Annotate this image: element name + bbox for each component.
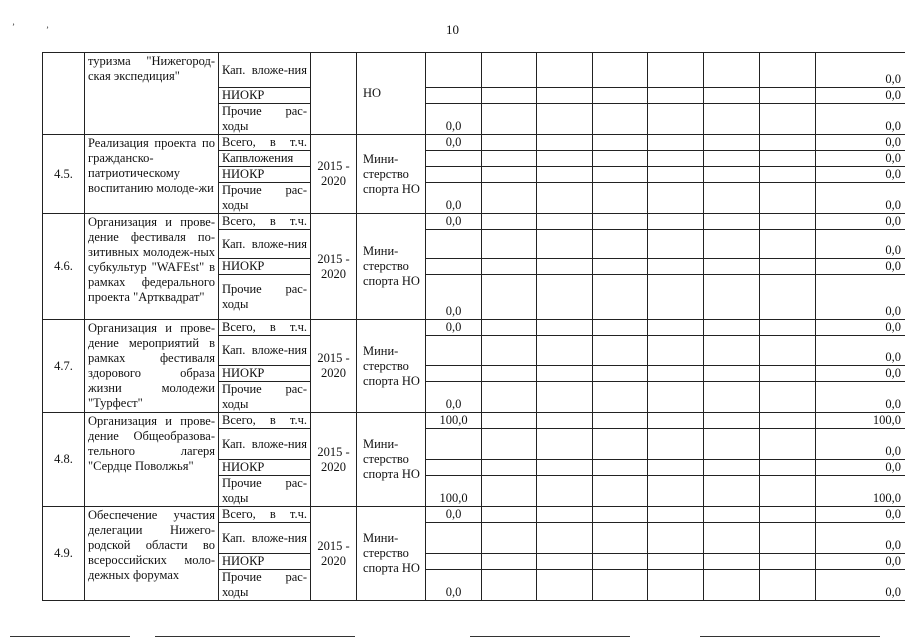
value-empty	[760, 460, 816, 476]
table-body	[43, 53, 905, 601]
funding-source	[219, 336, 311, 366]
value-empty	[482, 53, 537, 88]
value-empty	[537, 259, 593, 275]
funding-source-label: Всего, в т.ч.	[222, 320, 307, 334]
value-total: 0,0	[816, 336, 905, 366]
funding-source	[219, 104, 311, 135]
value-empty	[482, 476, 537, 507]
bottom-rule	[700, 636, 880, 637]
value-empty	[704, 336, 760, 366]
value-empty	[537, 336, 593, 366]
value-empty	[482, 507, 537, 523]
value-empty	[482, 214, 537, 230]
value-2015	[426, 53, 482, 88]
value-empty	[537, 523, 593, 554]
funding-source	[219, 320, 311, 336]
value-empty	[704, 214, 760, 230]
value-empty	[760, 320, 816, 336]
value-total: 0,0	[816, 183, 905, 214]
value-2015: 0,0	[426, 275, 482, 320]
value-empty	[482, 320, 537, 336]
value-empty	[648, 53, 704, 88]
value-empty	[593, 413, 648, 429]
value-empty	[593, 167, 648, 183]
value-empty	[593, 336, 648, 366]
value-empty	[648, 183, 704, 214]
value-empty	[593, 554, 648, 570]
row-number: 4.6.	[43, 214, 85, 320]
value-2015	[426, 336, 482, 366]
value-empty	[593, 183, 648, 214]
value-empty	[760, 135, 816, 151]
value-empty	[760, 429, 816, 460]
value-empty	[648, 429, 704, 460]
value-2015	[426, 429, 482, 460]
activity-name: туризма "Нижегород-ская экспедиция"	[85, 53, 219, 135]
funding-source	[219, 167, 311, 183]
value-empty	[704, 476, 760, 507]
value-empty	[704, 554, 760, 570]
value-empty	[593, 429, 648, 460]
value-empty	[537, 507, 593, 523]
value-empty	[593, 366, 648, 382]
value-total: 0,0	[816, 554, 905, 570]
funding-source	[219, 429, 311, 460]
value-empty	[482, 460, 537, 476]
value-empty	[537, 413, 593, 429]
table-row	[43, 413, 905, 429]
value-empty	[648, 151, 704, 167]
funding-source-label: Кап. вложе-ния	[222, 236, 307, 251]
bottom-rule	[470, 636, 630, 637]
scan-speck: ’	[12, 22, 15, 32]
value-empty	[648, 214, 704, 230]
value-empty	[537, 151, 593, 167]
value-empty	[482, 570, 537, 601]
value-empty	[704, 275, 760, 320]
funding-source-label: Прочие рас-ходы	[222, 570, 307, 599]
value-empty	[482, 88, 537, 104]
value-2015	[426, 523, 482, 554]
value-empty	[648, 523, 704, 554]
funding-source-label: Прочие рас-ходы	[222, 476, 307, 505]
funding-source-label: Кап. вложе-ния	[222, 343, 307, 357]
value-empty	[704, 167, 760, 183]
value-2015	[426, 554, 482, 570]
value-empty	[482, 230, 537, 259]
value-empty	[482, 151, 537, 167]
value-total: 0,0	[816, 53, 905, 88]
executor: Мини-стерство спорта НО	[357, 507, 426, 601]
value-empty	[648, 413, 704, 429]
table-row	[43, 507, 905, 523]
funding-source	[219, 476, 311, 507]
value-empty	[482, 382, 537, 413]
value-empty	[704, 230, 760, 259]
funding-source	[219, 523, 311, 554]
implementation-period	[311, 53, 357, 135]
value-2015	[426, 167, 482, 183]
executor: Мини-стерство спорта НО	[357, 135, 426, 214]
value-total: 0,0	[816, 429, 905, 460]
value-2015: 0,0	[426, 135, 482, 151]
funding-source	[219, 366, 311, 382]
funding-source	[219, 259, 311, 275]
funding-source-label: Кап. вложе-ния	[222, 436, 307, 451]
value-empty	[760, 523, 816, 554]
value-empty	[593, 476, 648, 507]
value-empty	[760, 214, 816, 230]
funding-source	[219, 413, 311, 429]
value-empty	[648, 366, 704, 382]
executor: Мини-стерство спорта НО	[357, 413, 426, 507]
value-empty	[537, 88, 593, 104]
value-empty	[648, 259, 704, 275]
row-number: 4.9.	[43, 507, 85, 601]
funding-source-label: Прочие рас-ходы	[222, 183, 307, 212]
value-empty	[593, 88, 648, 104]
value-2015: 100,0	[426, 413, 482, 429]
activity-name: Организация и прове-дение мероприятий в рамках фестиваля здорового образа жизни молодежи "Турфест"	[85, 320, 219, 413]
funding-source-label: НИОКР	[222, 366, 265, 380]
value-empty	[704, 135, 760, 151]
value-total: 0,0	[816, 460, 905, 476]
value-empty	[537, 230, 593, 259]
value-total: 0,0	[816, 88, 905, 104]
value-empty	[593, 104, 648, 135]
value-empty	[648, 570, 704, 601]
value-empty	[537, 135, 593, 151]
value-empty	[704, 366, 760, 382]
value-empty	[593, 214, 648, 230]
scan-speck: ’	[46, 25, 49, 35]
value-empty	[760, 382, 816, 413]
funding-source	[219, 183, 311, 214]
implementation-period: 2015 - 2020	[311, 507, 357, 601]
implementation-period: 2015 - 2020	[311, 413, 357, 507]
value-empty	[648, 460, 704, 476]
value-total: 0,0	[816, 366, 905, 382]
row-number: 4.7.	[43, 320, 85, 413]
value-empty	[537, 476, 593, 507]
funding-source-label: НИОКР	[222, 88, 265, 102]
value-empty	[648, 382, 704, 413]
value-total: 0,0	[816, 151, 905, 167]
activity-name: Реализация проекта по гражданско-патриотическому воспитанию молоде-жи	[85, 135, 219, 214]
value-empty	[760, 230, 816, 259]
value-empty	[648, 336, 704, 366]
value-empty	[537, 275, 593, 320]
funding-source-label: НИОКР	[222, 167, 265, 181]
value-empty	[593, 230, 648, 259]
value-empty	[537, 53, 593, 88]
value-empty	[482, 135, 537, 151]
value-empty	[704, 382, 760, 413]
value-empty	[593, 507, 648, 523]
value-2015: 0,0	[426, 214, 482, 230]
value-empty	[482, 275, 537, 320]
funding-source	[219, 460, 311, 476]
value-empty	[482, 429, 537, 460]
value-empty	[593, 53, 648, 88]
value-2015	[426, 366, 482, 382]
value-2015	[426, 88, 482, 104]
value-2015: 0,0	[426, 183, 482, 214]
funding-source	[219, 570, 311, 601]
value-empty	[482, 259, 537, 275]
value-empty	[593, 523, 648, 554]
value-empty	[537, 214, 593, 230]
value-empty	[704, 53, 760, 88]
value-empty	[760, 88, 816, 104]
value-total: 0,0	[816, 570, 905, 601]
value-empty	[704, 104, 760, 135]
implementation-period: 2015 - 2020	[311, 214, 357, 320]
value-empty	[537, 167, 593, 183]
funding-source	[219, 507, 311, 523]
value-2015: 0,0	[426, 382, 482, 413]
funding-source-label: Кап. вложе-ния	[222, 62, 307, 77]
funding-source	[219, 554, 311, 570]
funding-source-label: Прочие рас-ходы	[222, 104, 307, 133]
value-empty	[537, 554, 593, 570]
value-empty	[760, 183, 816, 214]
funding-source	[219, 135, 311, 151]
value-empty	[648, 167, 704, 183]
funding-source	[219, 230, 311, 259]
value-empty	[482, 413, 537, 429]
implementation-period: 2015 - 2020	[311, 135, 357, 214]
value-empty	[593, 460, 648, 476]
value-empty	[760, 554, 816, 570]
value-empty	[537, 429, 593, 460]
value-empty	[648, 554, 704, 570]
table-row	[43, 135, 905, 151]
value-empty	[482, 554, 537, 570]
value-empty	[648, 135, 704, 151]
funding-source	[219, 88, 311, 104]
value-empty	[537, 382, 593, 413]
funding-source-label: Всего, в т.ч.	[222, 135, 307, 149]
value-total: 0,0	[816, 230, 905, 259]
value-empty	[482, 183, 537, 214]
value-empty	[704, 259, 760, 275]
value-total: 0,0	[816, 382, 905, 413]
value-empty	[760, 476, 816, 507]
table-row	[43, 53, 905, 88]
value-empty	[648, 320, 704, 336]
table-row	[43, 320, 905, 336]
funding-source-label: Капвложения	[222, 151, 294, 165]
funding-source-label: Всего, в т.ч.	[222, 214, 307, 228]
funding-source-label: Прочие рас-ходы	[222, 382, 307, 411]
activity-name: Организация и прове-дение фестиваля по-зитивных молодеж-ных субкультур "WAFEst" в рамках федерального проекта "Артквадрат"	[85, 214, 219, 320]
value-empty	[760, 151, 816, 167]
value-empty	[537, 320, 593, 336]
value-total: 100,0	[816, 476, 905, 507]
value-total: 0,0	[816, 275, 905, 320]
value-empty	[482, 336, 537, 366]
value-empty	[482, 167, 537, 183]
value-empty	[760, 275, 816, 320]
value-2015	[426, 230, 482, 259]
value-empty	[760, 259, 816, 275]
value-empty	[760, 53, 816, 88]
executor: Мини-стерство спорта НО	[357, 214, 426, 320]
value-empty	[482, 104, 537, 135]
funding-source	[219, 53, 311, 88]
value-total: 0,0	[816, 523, 905, 554]
value-empty	[704, 88, 760, 104]
budget-table	[42, 52, 905, 601]
bottom-rule	[155, 636, 355, 637]
value-empty	[482, 366, 537, 382]
activity-name: Организация и прове-дение Общеобразова-тельного лагеря "Сердце Поволжья"	[85, 413, 219, 507]
row-number: 4.8.	[43, 413, 85, 507]
value-total: 0,0	[816, 259, 905, 275]
value-empty	[537, 183, 593, 214]
value-2015	[426, 259, 482, 275]
value-2015	[426, 151, 482, 167]
row-number: 4.5.	[43, 135, 85, 214]
value-empty	[760, 366, 816, 382]
value-empty	[704, 460, 760, 476]
value-empty	[593, 135, 648, 151]
value-empty	[760, 507, 816, 523]
value-total: 0,0	[816, 104, 905, 135]
funding-source	[219, 151, 311, 167]
value-2015: 0,0	[426, 570, 482, 601]
value-total: 0,0	[816, 135, 905, 151]
value-empty	[537, 366, 593, 382]
value-empty	[704, 320, 760, 336]
funding-source-label: НИОКР	[222, 460, 265, 474]
value-empty	[593, 151, 648, 167]
value-empty	[760, 336, 816, 366]
funding-source-label: Всего, в т.ч.	[222, 413, 307, 427]
table-row	[43, 214, 905, 230]
row-number	[43, 53, 85, 135]
executor: Мини-стерство спорта НО	[357, 320, 426, 413]
funding-source	[219, 214, 311, 230]
implementation-period: 2015 - 2020	[311, 320, 357, 413]
value-total: 0,0	[816, 214, 905, 230]
funding-source	[219, 275, 311, 320]
value-total: 0,0	[816, 320, 905, 336]
value-empty	[593, 275, 648, 320]
value-total: 0,0	[816, 507, 905, 523]
executor: НО	[357, 53, 426, 135]
bottom-rule	[10, 636, 130, 637]
value-empty	[648, 507, 704, 523]
value-empty	[648, 275, 704, 320]
value-empty	[760, 104, 816, 135]
value-empty	[648, 88, 704, 104]
value-empty	[704, 570, 760, 601]
value-2015	[426, 460, 482, 476]
value-empty	[704, 523, 760, 554]
value-empty	[537, 104, 593, 135]
value-empty	[482, 523, 537, 554]
page-number: 10	[446, 22, 459, 37]
value-total: 100,0	[816, 413, 905, 429]
value-empty	[648, 104, 704, 135]
value-2015: 100,0	[426, 476, 482, 507]
value-empty	[648, 230, 704, 259]
value-empty	[537, 460, 593, 476]
value-empty	[704, 413, 760, 429]
value-empty	[760, 167, 816, 183]
value-empty	[593, 259, 648, 275]
funding-source-label: НИОКР	[222, 554, 265, 568]
funding-source-label: Всего, в т.ч.	[222, 507, 307, 521]
value-empty	[593, 320, 648, 336]
value-empty	[704, 507, 760, 523]
value-empty	[704, 151, 760, 167]
value-2015: 0,0	[426, 507, 482, 523]
value-empty	[648, 476, 704, 507]
value-2015: 0,0	[426, 320, 482, 336]
value-empty	[704, 183, 760, 214]
funding-source	[219, 382, 311, 413]
value-2015: 0,0	[426, 104, 482, 135]
funding-source-label: НИОКР	[222, 259, 265, 273]
value-empty	[593, 382, 648, 413]
value-empty	[704, 429, 760, 460]
value-empty	[760, 570, 816, 601]
value-empty	[537, 570, 593, 601]
value-total: 0,0	[816, 167, 905, 183]
value-empty	[760, 413, 816, 429]
value-empty	[593, 570, 648, 601]
activity-name: Обеспечение участия делегации Нижего-родской области во всероссийских моло-дежных форумах	[85, 507, 219, 601]
funding-source-label: Кап. вложе-ния	[222, 530, 307, 545]
funding-source-label: Прочие рас-ходы	[222, 282, 307, 311]
